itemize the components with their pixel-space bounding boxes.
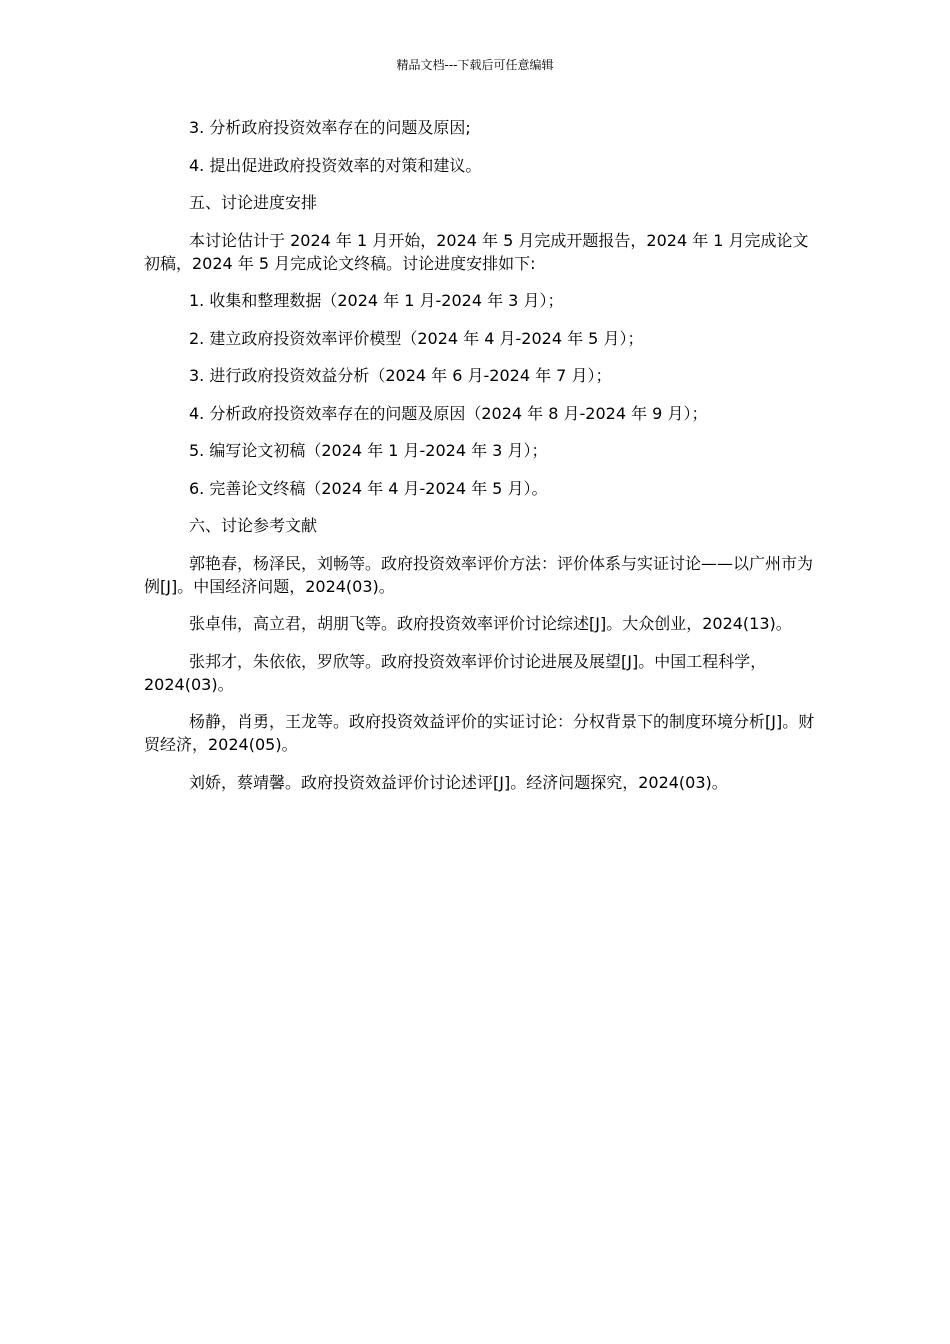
- section-heading-schedule: 五、讨论进度安排: [189, 193, 318, 212]
- page-header: 精品文档---下载后可任意编辑: [396, 58, 554, 72]
- schedule-item-1: 1. 收集和整理数据（2024 年 1 月-2024 年 3 月）；: [189, 291, 564, 310]
- schedule-intro-paragraph: 本讨论估计于 2024 年 1 月开始，2024 年 5 月完成开题报告，2024 年 1 月完成论文初稿，2024 年 5 月完成论文终稿。讨论进度安排如下:: [144, 230, 809, 273]
- schedule-item-3: 3. 进行政府投资效益分析（2024 年 6 月-2024 年 7 月）；: [189, 366, 612, 385]
- schedule-item-2: 2. 建立政府投资效率评价模型（2024 年 4 月-2024 年 5 月）；: [189, 328, 644, 348]
- schedule-item-5: 5. 编写论文初稿（2024 年 1 月-2024 年 3 月）；: [189, 441, 548, 460]
- list-item-propose-measures: 4. 提出促进政府投资效率的对策和建议。: [189, 155, 482, 175]
- section-heading-references: 六、讨论参考文献: [189, 516, 318, 535]
- document-body: [144, 116, 816, 808]
- schedule-item-4: 4. 分析政府投资效率存在的问题及原因（2024 年 8 月-2024 年 9 月）；: [189, 403, 708, 423]
- reference-item-3: 张邦才，朱依依，罗欣等。政府投资效率评价讨论进展及展望[J]。中国工程科学，2024(03)。: [144, 651, 767, 694]
- reference-item-4: 杨静，肖勇，王龙等。政府投资效益评价的实证讨论：分权背景下的制度环境分析[J]。财贸经济，2024(05)。: [144, 712, 815, 754]
- reference-item-5: 刘娇，蔡靖馨。政府投资效益评价讨论述评[J]。经济问题探究，2024(03)。: [189, 772, 728, 792]
- schedule-item-6: 6. 完善论文终稿（2024 年 4 月-2024 年 5 月）。: [189, 478, 548, 498]
- reference-item-1: 郭艳春，杨泽民，刘畅等。政府投资效率评价方法：评价体系与实证讨论——以广州市为例[J]。中国经济问题，2024(03)。: [144, 553, 814, 596]
- reference-item-2: 张卓伟，高立君，胡朋飞等。政府投资效率评价讨论综述[J]。大众创业，2024(13)。: [189, 614, 792, 633]
- list-item-analyze-problems: 3. 分析政府投资效率存在的问题及原因;: [189, 118, 471, 137]
